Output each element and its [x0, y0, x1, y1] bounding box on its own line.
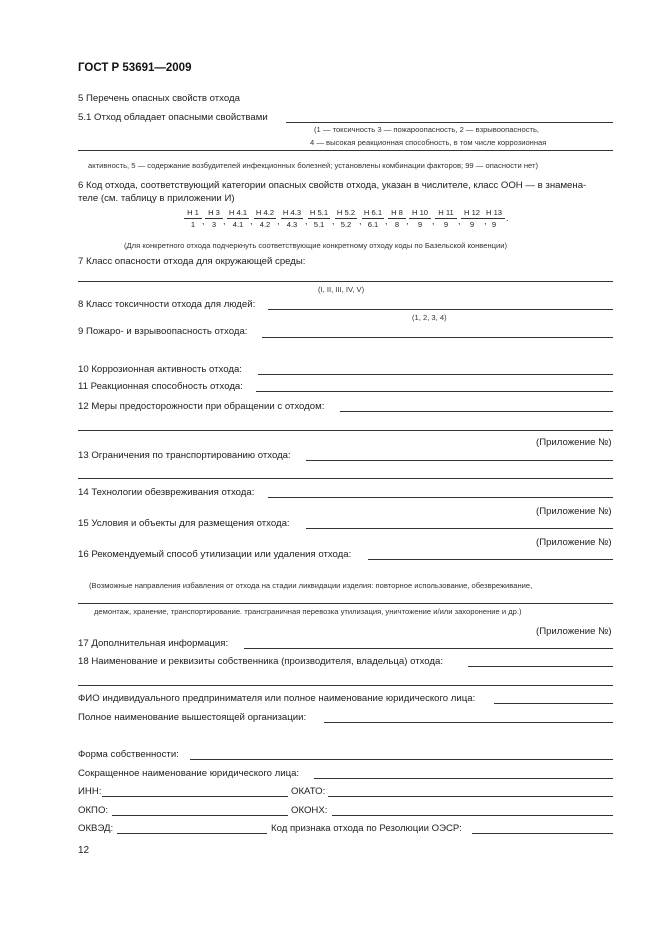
code-numerator: Н 13 [483, 208, 505, 219]
okpo-field[interactable] [112, 815, 288, 816]
code-fraction[interactable] [388, 208, 406, 229]
okonh-label: ОКОНХ: [291, 805, 328, 816]
page-number: 12 [78, 845, 90, 856]
item-7-label: 7 Класс опасности отхода для окружающей среды: [78, 256, 306, 267]
separator: , [484, 216, 487, 226]
item-13-field[interactable] [306, 460, 613, 461]
item-5-1-note-c: активность, 5 — содержание возбудителей инфекционных болезней; установлены комбинации факторов; 99 — опасности нет) [88, 161, 539, 170]
document-header: ГОСТ Р 53691—2009 [78, 62, 192, 74]
separator: , [223, 216, 226, 226]
item-8-field[interactable] [268, 309, 613, 310]
separator: , [359, 216, 362, 226]
item-6-line1: 6 Код отхода, соответствующий категории опасных свойств отхода, указан в числителе, класс ООН — в знамена- [78, 180, 587, 191]
code-denominator: 9 [469, 220, 475, 229]
separator: , [432, 216, 435, 226]
item-6-note: (Для конкретного отхода подчеркнуть соответствующие конкретному отходу коды по Базельской конвенции) [124, 241, 508, 250]
code-fraction[interactable] [308, 208, 330, 229]
code-numerator: Н 11 [435, 208, 457, 219]
item-8-note: (1, 2, 3, 4) [412, 313, 447, 322]
item-15-label: 15 Условия и объекты для размещения отхода: [78, 518, 290, 529]
fio-field[interactable] [494, 703, 613, 704]
item-6-line2: теле (см. таблицу в приложении И) [78, 193, 235, 204]
fio-label: ФИО индивидуального предпринимателя или полное наименование юридического лица: [78, 693, 476, 704]
item-5-1-field[interactable] [286, 122, 613, 123]
separator: , [385, 216, 388, 226]
okved-field[interactable] [117, 833, 267, 834]
code-numerator: Н 3 [205, 208, 223, 219]
item-14-appendix: (Приложение №) [536, 506, 612, 517]
item-12-appendix: (Приложение №) [536, 437, 612, 448]
code-fraction[interactable] [362, 208, 384, 229]
item-11-label: 11 Реакционная способность отхода: [78, 381, 243, 392]
okato-field[interactable] [328, 796, 613, 797]
item-16-field-line2[interactable] [78, 603, 613, 604]
code-fraction[interactable] [461, 208, 483, 229]
item-12-field[interactable] [340, 411, 613, 412]
oecd-code-label: Код признака отхода по Резолюции ОЭСР: [271, 823, 462, 834]
code-numerator: Н 10 [409, 208, 431, 219]
oecd-code-field[interactable] [472, 833, 613, 834]
code-denominator: 8 [394, 220, 400, 229]
code-numerator: Н 5.1 [309, 208, 329, 217]
code-denominator: 9 [443, 220, 449, 229]
code-fraction[interactable] [281, 208, 303, 229]
code-fraction[interactable] [483, 208, 505, 229]
code-denominator: 5.2 [340, 220, 352, 229]
code-fraction[interactable] [205, 208, 223, 229]
item-18-field[interactable] [468, 666, 613, 667]
item-10-field[interactable] [258, 374, 613, 375]
code-numerator: Н 4.2 [255, 208, 275, 217]
inn-field[interactable] [102, 796, 288, 797]
item-16-appendix: (Приложение №) [536, 626, 612, 637]
item-16-label: 16 Рекомендуемый способ утилизации или удаления отхода: [78, 549, 352, 560]
inn-label: ИНН: [78, 786, 102, 797]
code-denominator: 4.3 [286, 220, 298, 229]
item-9-field[interactable] [262, 337, 613, 338]
parent-org-field[interactable] [324, 722, 613, 723]
item-12-label: 12 Меры предосторожности при обращении с отходом: [78, 401, 325, 412]
code-numerator: Н 12 [461, 208, 483, 219]
code-fraction[interactable] [227, 208, 249, 229]
short-name-field[interactable] [314, 778, 613, 779]
item-7-note: (I, II, III, IV, V) [318, 285, 365, 294]
item-16-note-b: демонтаж, хранение, транспортирование. трансграничная перевозка утилизация, уничтожение и/или захоронение и др.) [94, 607, 522, 616]
item-16-field[interactable] [368, 559, 613, 560]
separator: , [406, 216, 409, 226]
item-13-label: 13 Ограничения по транспортированию отхода: [78, 450, 291, 461]
item-5-1-note-b: 4 — высокая реакционная способность, в том числе коррозионная [310, 138, 547, 147]
code-denominator: 4.1 [232, 220, 244, 229]
okved-label: ОКВЭД: [78, 823, 114, 834]
okpo-label: ОКПО: [78, 805, 109, 816]
item-13-field-line2[interactable] [78, 478, 613, 479]
item-8-label: 8 Класс токсичности отхода для людей: [78, 299, 256, 310]
code-fraction[interactable] [435, 208, 457, 229]
code-fraction[interactable] [409, 208, 431, 229]
code-denominator: 6.1 [367, 220, 379, 229]
item-11-field[interactable] [256, 391, 613, 392]
item-15-field[interactable] [306, 528, 613, 529]
separator: , [250, 216, 253, 226]
code-numerator: Н 5.2 [336, 208, 356, 217]
separator: , [277, 216, 280, 226]
okato-label: ОКАТО: [291, 786, 326, 797]
code-numerator: Н 6.1 [363, 208, 383, 217]
item-14-label: 14 Технологии обезвреживания отхода: [78, 487, 255, 498]
code-fraction[interactable] [184, 208, 202, 229]
okonh-field[interactable] [332, 815, 613, 816]
code-numerator: Н 1 [184, 208, 202, 219]
item-15-appendix: (Приложение №) [536, 537, 612, 548]
item-17-label: 17 Дополнительная информация: [78, 638, 229, 649]
item-7-field[interactable] [78, 281, 613, 282]
code-denominator: 5.1 [313, 220, 325, 229]
parent-org-label: Полное наименование вышестоящей организации: [78, 712, 307, 723]
code-denominator: 3 [211, 220, 217, 229]
separator: , [458, 216, 461, 226]
code-fraction[interactable] [335, 208, 357, 229]
ownership-label: Форма собственности: [78, 749, 179, 760]
item-5-1-label: 5.1 Отход обладает опасными свойствами [78, 112, 268, 123]
item-10-label: 10 Коррозионная активность отхода: [78, 364, 242, 375]
separator: , [202, 216, 205, 226]
code-fraction[interactable] [254, 208, 276, 229]
period: . [506, 213, 509, 223]
code-denominator: 9 [417, 220, 423, 229]
separator: , [332, 216, 335, 226]
separator: , [305, 216, 308, 226]
code-denominator: 9 [491, 220, 497, 229]
code-numerator: Н 8 [388, 208, 406, 219]
item-5-1-field-line2[interactable] [78, 150, 613, 151]
section-5-title: 5 Перечень опасных свойств отхода [78, 93, 240, 104]
item-16-note-a: (Возможные направления избавления от отхода на стадии ликвидации изделия: повторное использование, обезвреживание, [89, 581, 533, 590]
item-18-field-line2[interactable] [78, 685, 613, 686]
short-name-label: Сокращенное наименование юридического лица: [78, 768, 300, 779]
code-numerator: Н 4.3 [282, 208, 302, 217]
item-12-field-line2[interactable] [78, 430, 613, 431]
item-18-label: 18 Наименование и реквизиты собственника (производителя, владельца) отхода: [78, 656, 444, 667]
item-14-field[interactable] [268, 497, 613, 498]
code-numerator: Н 4.1 [228, 208, 248, 217]
code-denominator: 4.2 [259, 220, 271, 229]
code-denominator: 1 [190, 220, 196, 229]
item-5-1-note-a: (1 — токсичность 3 — пожароопасность, 2 — взрывоопасность, [314, 125, 540, 134]
ownership-field[interactable] [190, 759, 613, 760]
item-17-field[interactable] [244, 648, 613, 649]
item-9-label: 9 Пожаро- и взрывоопасность отхода: [78, 326, 248, 337]
